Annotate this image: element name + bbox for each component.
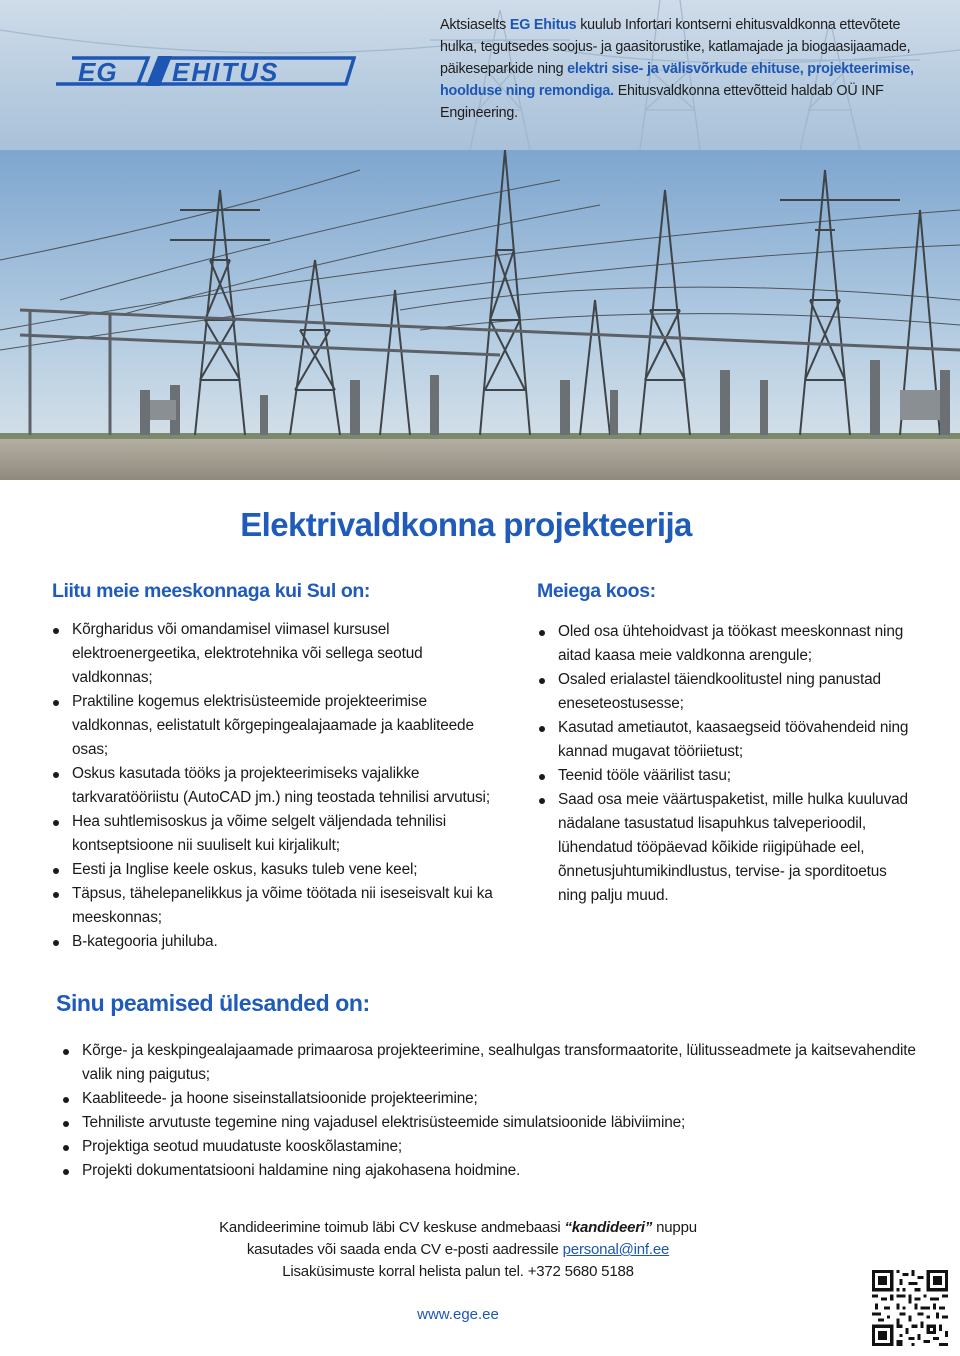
intro-highlight: elektri sise- ja välisvõrkude ehituse, projekteerimise, hoolduse ning remondiga. (440, 61, 914, 99)
apply-text: kasutades või saada enda CV e-posti aadressile (246, 1241, 563, 1258)
logo-text-ehitus: EHITUS (172, 57, 280, 87)
list-item: Eesti ja Inglise keele oskus, kasuks tuleb vene keel; (52, 858, 500, 882)
substation-photo (0, 150, 960, 480)
list-item: Projekti dokumentatsiooni haldamine ning ajakohasena hoidmine. (62, 1159, 924, 1183)
intro-text-3: Ehitusvaldkonna ettevõtteid haldab OÜ INF Engineering. (440, 83, 884, 121)
list-item: Hea suhtlemisoskus ja võime selgelt väljendada tehnilisi kontseptsioone nii suuliselt kui kirjalikult; (52, 810, 500, 858)
list-item: Kasutad ametiautot, kaasaegseid töövahendeid ning kannad mugavat tööriietust; (538, 716, 916, 764)
list-item: Tehniliste arvutuste tegemine ning vajadusel elektrisüsteemide simulatsioonide läbiviimine; (62, 1111, 924, 1135)
apply-line-3: Lisaküsimuste korral helista palun tel. +372 5680 5188 (282, 1263, 634, 1280)
apply-line-2 (0, 1239, 916, 1261)
tasks-list (62, 1039, 924, 1183)
list-item: Täpsus, tähelepanelikkus ja võime töötada nii iseseisvalt kui ka meeskonnas; (52, 882, 500, 930)
job-title: Elektrivaldkonna projekteerija (240, 506, 692, 543)
requirements-heading: Liitu meie meeskonnaga kui Sul on: (52, 580, 370, 602)
list-item: Oled osa ühtehoidvast ja töökast meeskonnast ning aitad kaasa meie valdkonna arengule; (538, 620, 916, 668)
intro-text-2: kuulub Infortari kontserni ehitusvaldkonna ettevõtete hulka, tegutsedes soojus- ja gaasitorustike, katlamajade ja biogaasijaamade, päikeseparkide ning (440, 17, 911, 77)
intro-company-name: EG Ehitus (509, 17, 577, 33)
kandideeri-label: “kandideeri” (564, 1219, 653, 1236)
eg-ehitus-logo (52, 50, 356, 94)
list-item: Projektiga seotud muudatuste kooskõlastamine; (62, 1135, 924, 1159)
list-item: B-kategooria juhiluba. (52, 930, 500, 954)
company-intro (440, 14, 930, 124)
requirements-list (52, 618, 500, 954)
intro-text-1: Aktsiaselts (440, 17, 510, 33)
email-link[interactable]: personal@inf.ee (562, 1241, 670, 1258)
list-item: Osaled erialastel täiendkoolitustel ning panustad eneseteostusesse; (538, 668, 916, 716)
list-item: Teenid tööle väärilist tasu; (538, 764, 916, 788)
header-band (0, 0, 960, 150)
list-item: Kaabliteede- ja hoone siseinstallatsioonide projekteerimine; (62, 1087, 924, 1111)
application-info (0, 1217, 916, 1283)
list-item: Kõrge- ja keskpingealajaamade primaarosa projekteerimine, sealhulgas transformaatorite, lülitusseadmete ja kaitsevahendite valik ning paigutus; (62, 1039, 924, 1087)
logo-text-eg: EG (78, 57, 118, 87)
list-item: Praktiline kogemus elektrisüsteemide projekteerimise valdkonnas, eelistatult kõrgepingealajaamade ja kaabliteede osas; (52, 690, 500, 762)
substation-illustration (0, 150, 960, 480)
apply-line-1 (0, 1217, 916, 1239)
list-item: Kõrgharidus või omandamisel viimasel kursusel elektroenergeetika, elektrotehnika või sellega seotud valdkonnas; (52, 618, 500, 690)
offer-list (538, 620, 916, 908)
apply-text: nuppu (652, 1219, 697, 1236)
qr-code (872, 1270, 948, 1346)
offer-heading: Meiega koos: (537, 580, 656, 602)
list-item: Oskus kasutada tööks ja projekteerimiseks vajalikke tarkvaratööriistu (AutoCAD jm.) ning teostada tehnilisi arvutusi; (52, 762, 500, 810)
apply-text: Kandideerimine toimub läbi CV keskuse andmebaasi (219, 1219, 565, 1236)
website-link[interactable]: www.ege.ee (417, 1306, 499, 1323)
tasks-heading: Sinu peamised ülesanded on: (56, 990, 370, 1016)
list-item: Saad osa meie väärtuspaketist, mille hulka kuuluvad nädalane tasustatud lisapuhkus talveperioodil, lühendatud tööpäevad kõikide riigipühade eel, õnnetusjuhtumikindlustus, tervise- ja sporditoetus ning palju muud. (538, 788, 916, 908)
